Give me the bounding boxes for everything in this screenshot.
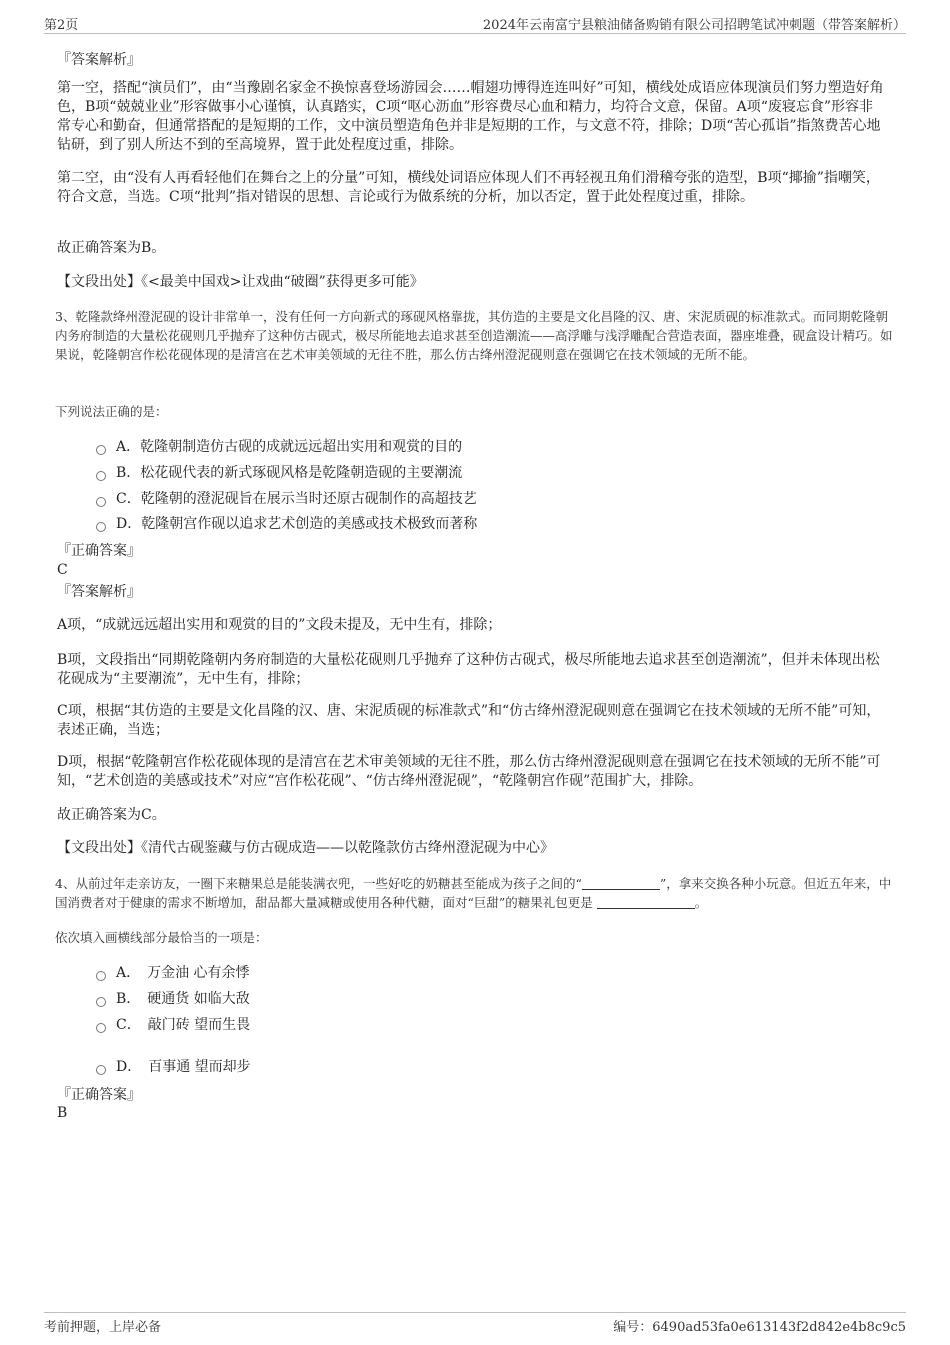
document-title: 2024年云南富宁县粮油储备购销有限公司招聘笔试冲刺题（带答案解析） [482, 18, 906, 33]
question-prompt: 依次填入画横线部分最恰当的一项是： [55, 930, 268, 945]
correct-answer: B [57, 1105, 68, 1121]
page-number: 第2页 [44, 18, 79, 33]
blank-line [597, 896, 695, 909]
analysis-conclusion: 故正确答案为B。 [57, 240, 166, 256]
analysis-paragraph: 第一空，搭配“演员们”，由“当豫剧名家金不换惊喜登场游园会……帽翅功博得连连叫好”可知，横线处成语应体现演员们努力塑造好角色，B项“兢兢业业”形容做事小心谨慎，认真踏实，C项“呕心沥血”形容费尽心血和精力，均符合文意，保留。A项“废寝忘食”形容非常专心和勤奋，但通常搭配的是短期的工作，文中演员塑造角色并非是短期的工作，与文意不符，排除；D项“苦心孤诣”指煞费苦心地钻研，到了别人所达不到的至高境界，置于此处程度过重，排除。 [57, 80, 884, 153]
analysis-paragraph: 第二空，由“没有人再看轻他们在舞台之上的分量”可知，横线处词语应体现人们不再轻视丑角们滑稽夸张的造型，B项“揶揄”指嘲笑，符合文意，当选。C项“批判”指对错误的思想、言论或行为做系统的分析，加以否定，置于此处程度过重，排除。 [57, 170, 880, 205]
analysis-label: 『答案解析』 [57, 584, 141, 600]
analysis-conclusion: 故正确答案为C。 [57, 807, 166, 823]
radio-icon[interactable] [96, 497, 106, 507]
radio-icon[interactable] [96, 997, 106, 1007]
footer-slogan: 考前押题，上岸必备 [44, 1320, 162, 1335]
question-stem [55, 874, 900, 912]
option-label: B．松花砚代表的新式琢砚风格是乾隆朝造砚的主要潮流 [116, 465, 463, 481]
correct-answer-label: 『正确答案』 [57, 543, 141, 559]
header-divider [44, 33, 906, 34]
footer-divider [44, 1312, 906, 1313]
option-label: A．乾隆朝制造仿古砚的成就远远超出实用和观赏的目的 [116, 439, 463, 455]
option-b[interactable] [96, 990, 250, 1008]
option-label: B． 硬通货 如临大敌 [116, 991, 250, 1007]
option-label: C． 敲门砖 望而生畏 [116, 1017, 251, 1033]
radio-icon[interactable] [96, 971, 106, 981]
option-c[interactable] [96, 490, 477, 508]
blank-line [582, 877, 660, 890]
option-a[interactable] [96, 438, 462, 456]
question-stem: 3、乾隆款绛州澄泥砚的设计非常单一，没有任何一方向新式的琢砚风格靠拢，其仿造的主要是文化昌隆的汉、唐、宋泥质砚的标准款式。而同期乾隆朝内务府制造的大量松花砚则几乎抛弃了这种仿古砚式，极尽所能地去追求甚至创造潮流——高浮雕与浅浮雕配合营造表面，器座堆叠，砚盒设计精巧。如果说，乾隆朝宫作松花砚体现的是清宫在艺术审美领域的无往不胜，那么仿古绛州澄泥砚则意在强调它在技术领域的无所不能。 [55, 309, 893, 362]
analysis-paragraph: A项，“成就远远超出实用和观赏的目的”文段未提及，无中生有，排除； [57, 617, 502, 633]
analysis-paragraph: D项，根据“乾隆朝宫作松花砚体现的是清宫在艺术审美领域的无往不胜，那么仿古绛州澄泥砚则意在强调它在技术领域的无所不能”可知，“艺术创造的美感或技术”对应“宫作松花砚”、“仿古绛州澄泥砚”，“乾隆朝宫作砚”范围扩大，排除。 [57, 754, 881, 789]
radio-icon[interactable] [96, 471, 106, 481]
analysis-paragraph: B项，文段指出“同期乾隆朝内务府制造的大量松花砚则几乎抛弃了这种仿古砚式，极尽所能地去追求甚至创造潮流”，但并未体现出松花砚成为“主要潮流”，无中生有，排除； [57, 652, 880, 687]
radio-icon[interactable] [96, 445, 106, 455]
option-b[interactable] [96, 464, 462, 482]
stem-text: 4、从前过年走亲访友，一圈下来糖果总是能装满衣兜，一些好吃的奶糖甚至能成为孩子之间的“ [55, 876, 582, 891]
option-d[interactable] [96, 515, 477, 533]
code-label: 编号： [613, 1320, 653, 1335]
correct-answer-label: 『正确答案』 [57, 1087, 141, 1103]
radio-icon[interactable] [96, 1023, 106, 1033]
stem-text: 。 [694, 895, 708, 910]
analysis-label: 『答案解析』 [57, 52, 141, 68]
option-label: A． 万金油 心有余悸 [116, 965, 250, 981]
option-c[interactable] [96, 1016, 250, 1034]
analysis-paragraph: C项，根据“其仿造的主要是文化昌隆的汉、唐、宋泥质砚的标准款式”和“仿古绛州澄泥砚则意在强调它在技术领域的无所不能”可知，表述正确，当选； [57, 703, 881, 738]
option-label: D．乾隆朝宫作砚以追求艺术创造的美感或技术极致而著称 [116, 516, 478, 532]
option-label: C．乾隆朝的澄泥砚旨在展示当时还原古砚制作的高超技艺 [116, 491, 477, 507]
passage-source: 【文段出处】《清代古砚鉴藏与仿古砚成造——以乾隆款仿古绛州澄泥砚为中心》 [57, 840, 554, 856]
question-prompt: 下列说法正确的是： [55, 404, 168, 419]
radio-icon[interactable] [96, 1065, 106, 1075]
stem-text: ”，拿来交换各种小玩意。但近五年来，中国消费者对于健康的需求不断增加，甜品都大量减糖或使用各种代糖，面对“巨甜”的糖果礼包更是 [55, 876, 892, 910]
option-a[interactable] [96, 964, 250, 982]
option-d[interactable] [96, 1058, 251, 1076]
radio-icon[interactable] [96, 522, 106, 532]
document-code [613, 1316, 906, 1335]
code-value: 6490ad53fa0e613143f2d842e4b8c9c5 [652, 1320, 906, 1335]
passage-source: 【文段出处】《<最美中国戏>让戏曲“破圈”获得更多可能》 [57, 274, 424, 290]
option-label: D． 百事通 望而却步 [116, 1059, 251, 1075]
correct-answer: C [57, 562, 68, 578]
